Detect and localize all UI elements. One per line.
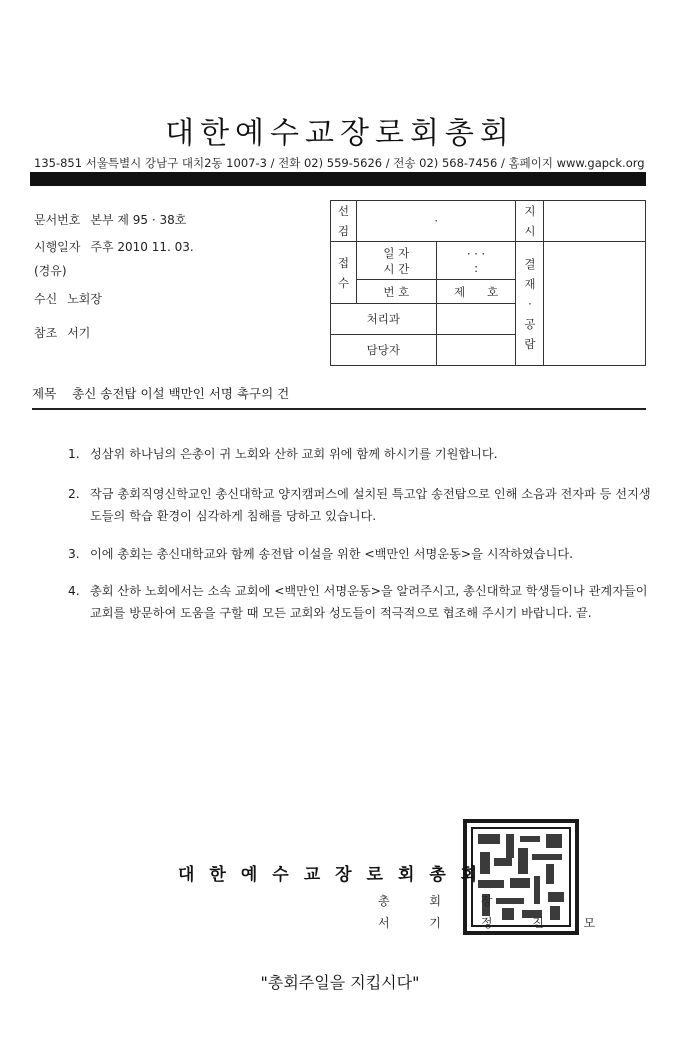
body-paragraph-1	[68, 443, 658, 465]
subject-label: 제목	[32, 386, 57, 401]
jisi-value-cell	[544, 201, 646, 242]
letterhead-title: 대한예수교장로회총회	[165, 116, 515, 151]
paragraph-text: 이에 총회는 총신대학교와 함께 송전탑 이설을 위한 <백만인 서명운동>을 시작하였습니다.	[90, 547, 573, 561]
reference-value: 서기	[67, 326, 91, 340]
body-paragraph-2	[68, 483, 658, 527]
paragraph-text: 작금 총회직영신학교인 총신대학교 양지캠퍼스에 설치된 특고압 송전탑으로 인해 소음과 전자파 등 선지생도들의 학습 환경이 심각하게 침해를 당하고 있습니다.	[90, 487, 651, 523]
paragraph-number: 1.	[68, 447, 80, 461]
date-value: 주후 2010 11. 03.	[90, 240, 194, 254]
jeopsu-cell	[331, 242, 357, 304]
paragraph-number: 4.	[68, 584, 80, 598]
letterhead-divider-bar	[30, 172, 646, 186]
jisi-label: 지 시	[524, 204, 536, 238]
cheorigwa-value-cell	[436, 304, 516, 335]
via-text: (경유)	[34, 264, 67, 278]
time-colon: :	[474, 260, 478, 275]
seongeom-cell	[331, 201, 357, 242]
president-line: 총 회 장	[378, 894, 511, 908]
seongeom-value-cell: ·	[356, 201, 516, 242]
reference-label: 참조	[34, 326, 58, 340]
cheorigwa-label: 처리과	[331, 304, 437, 335]
date-row	[34, 238, 194, 255]
reference-row	[34, 324, 90, 341]
sigan-label: 시 간	[383, 261, 410, 276]
seongeom-label: 선 검	[337, 204, 350, 238]
gyeoljae-value-cell	[544, 242, 646, 366]
issuer-organization: 대한예수교장로회총회	[178, 865, 493, 885]
paragraph-number: 2.	[68, 487, 80, 501]
date-label: 시행일자	[34, 240, 81, 254]
paragraph-number: 3.	[68, 547, 80, 561]
doc-number-label: 문서번호	[34, 213, 81, 227]
recipient-label: 수신	[34, 292, 58, 306]
subject-divider	[32, 408, 646, 410]
beonho-ho: 호	[487, 284, 499, 299]
recipient-row	[34, 290, 102, 307]
ilja-label: 일 자	[383, 245, 410, 260]
gyeoljae-cell	[516, 242, 544, 366]
doc-number-value: 본부 제 95 · 38호	[90, 213, 187, 227]
secretary-line: 서 기 정 진 모	[378, 916, 614, 930]
beonho-je: 제	[453, 284, 466, 299]
date-time-value-cell	[436, 242, 516, 280]
beonho-label: 번 호	[356, 280, 436, 304]
ilja-sigan-cell	[356, 242, 436, 280]
subject-text: 총신 송전탑 이설 백만인 서명 촉구의 건	[72, 386, 290, 401]
body-paragraph-4	[68, 580, 658, 624]
beonho-value-cell	[436, 280, 516, 304]
paragraph-text: 성삼위 하나님의 은총이 귀 노회와 산하 교회 위에 함께 하시기를 기원합니다.	[90, 447, 498, 461]
approval-table	[330, 200, 646, 366]
paragraph-text: 총회 산하 노회에서는 소속 교회에 <백만인 서명운동>을 알려주시고, 총신대학교 학생들이나 관계자들이 교회를 방문하여 도움을 구할 때 모든 교회와 성도들이 적극적으로 협조해 주시기 바랍니다. 끝.	[90, 584, 648, 620]
gyeoljae-label: 결 재 · 공 람	[524, 256, 536, 351]
jisi-cell	[516, 201, 544, 242]
date-dots: · · ·	[466, 246, 486, 261]
jeopsu-label: 접 수	[337, 255, 350, 290]
subject-row	[32, 384, 648, 402]
recipient-value: 노회장	[67, 292, 102, 306]
damdangja-value-cell	[436, 335, 516, 366]
body-paragraph-3	[68, 543, 658, 565]
doc-number-row	[34, 211, 186, 228]
letterhead-address: 135-851 서울특별시 강남구 대치2동 1007-3 / 전화 02) 559-5626 / 전송 02) 568-7456 / 홈페이지 www.gapck.org	[34, 156, 645, 170]
damdangja-label: 담당자	[331, 335, 437, 366]
footer-slogan: "총회주일을 지킵시다"	[260, 973, 420, 992]
